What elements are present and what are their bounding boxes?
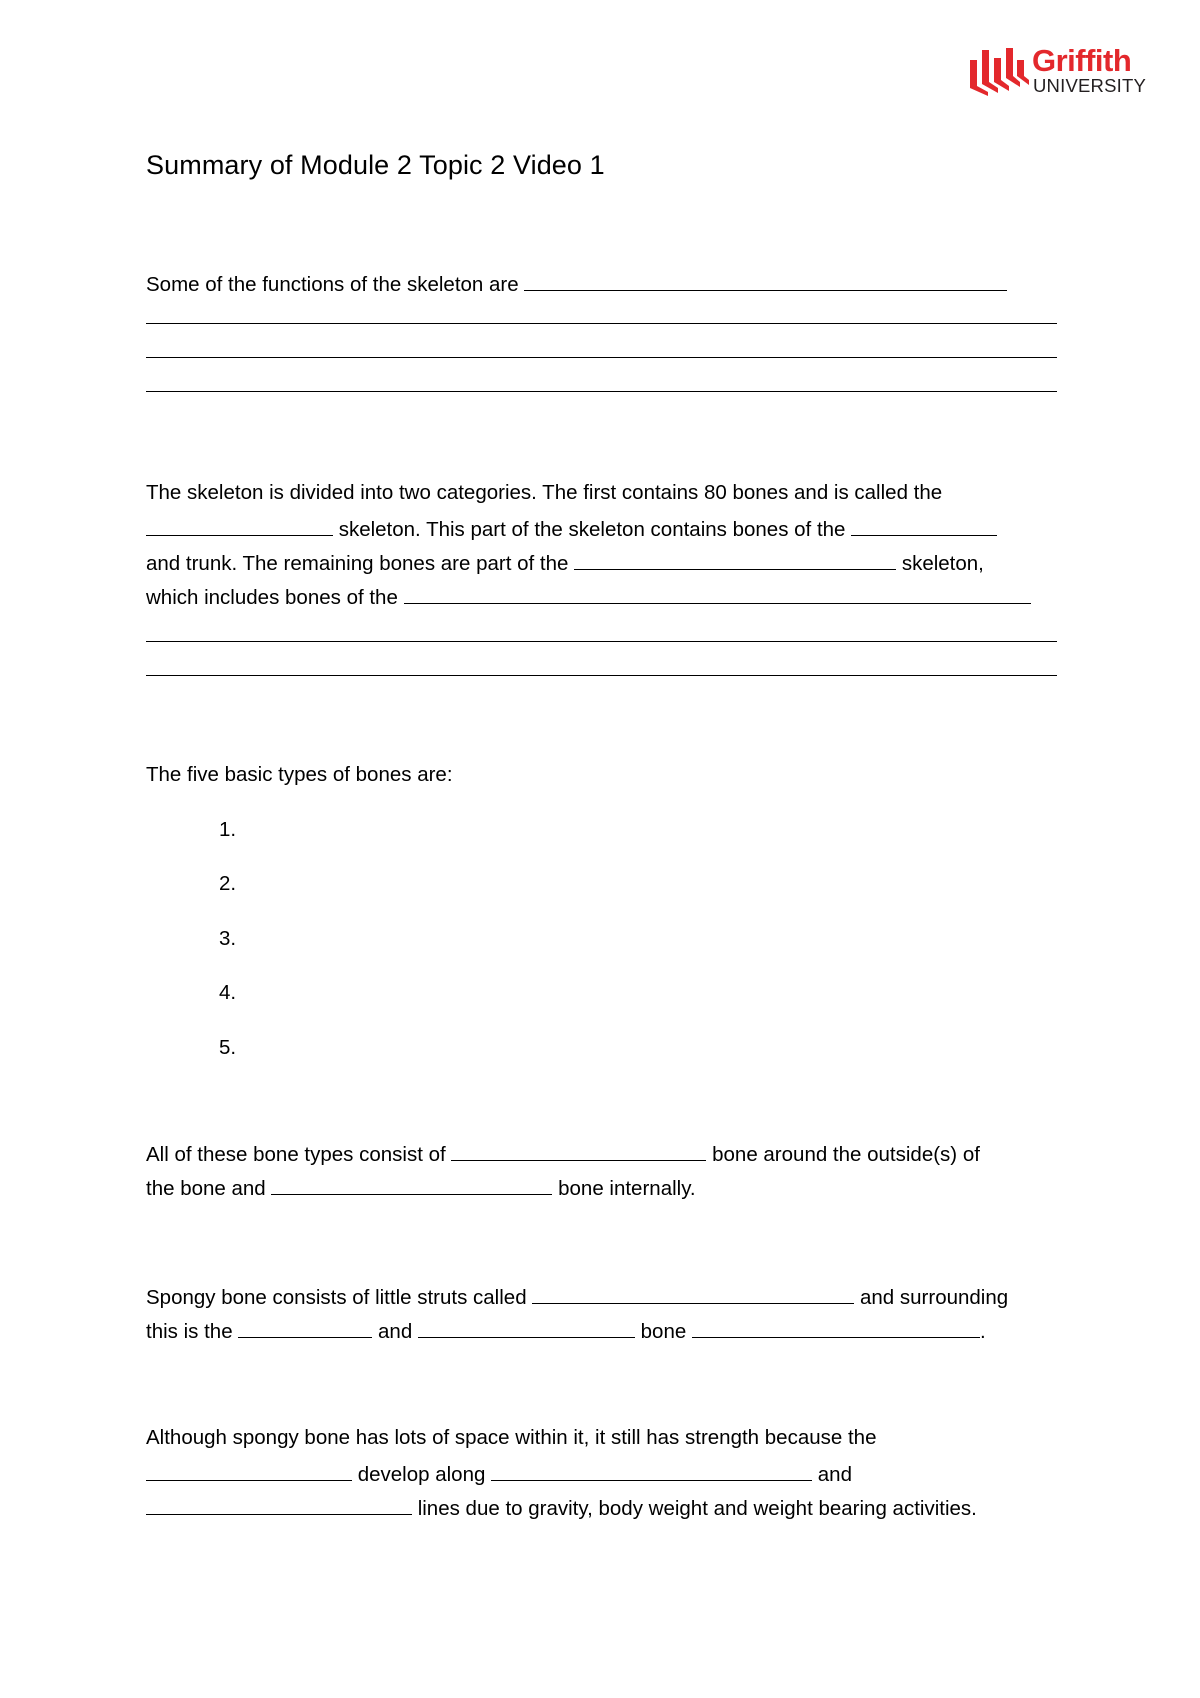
q6-blank-lines[interactable] — [146, 1494, 412, 1515]
q4-text-1a: All of these bone types consist of — [146, 1143, 446, 1166]
q5-text-2d: . — [979, 1320, 986, 1343]
q2-line-3 — [146, 549, 984, 576]
q5-text-2b: and — [378, 1320, 413, 1343]
q4-blank-compact[interactable] — [451, 1140, 706, 1161]
q4-blank-spongy[interactable] — [271, 1174, 552, 1195]
q6-text-3: lines due to gravity, body weight and weight bearing activities. — [417, 1497, 977, 1520]
q5-line-2 — [146, 1317, 986, 1344]
q2-text-3a: and trunk. The remaining bones are part of the — [146, 552, 569, 575]
q2-text-1: The skeleton is divided into two categories. The first contains 80 bones and is called the — [146, 481, 943, 504]
q5-blank-trabeculae[interactable] — [532, 1283, 854, 1304]
q6-text-2b: and — [817, 1463, 852, 1486]
university-logo — [968, 43, 1148, 100]
q2-text-4: which includes bones of the — [146, 586, 398, 609]
q4-text-1b: bone around the outside(s) of — [712, 1143, 980, 1166]
q1-text: Some of the functions of the skeleton are — [146, 273, 519, 296]
q3-item-4: 4. — [219, 981, 237, 1004]
q4-text-2b: bone internally. — [558, 1177, 696, 1200]
q5-text-1b: and surrounding — [860, 1286, 1009, 1309]
q5-text-1a: Spongy bone consists of little struts called — [146, 1286, 527, 1309]
q5-blank-red[interactable] — [238, 1317, 372, 1338]
q2-text-3b: skeleton, — [901, 552, 984, 575]
q3-item-2: 2. — [219, 872, 237, 895]
q5-text-2a: this is the — [146, 1320, 233, 1343]
q6-line-1 — [146, 1426, 876, 1450]
q4-text-2a: the bone and — [146, 1177, 266, 1200]
q2-blank-appendicular[interactable] — [574, 549, 896, 570]
q5-blank-marrow[interactable] — [692, 1317, 980, 1338]
q2-line-4 — [146, 583, 1031, 610]
q3-item-5: 5. — [219, 1036, 237, 1059]
q5-line-1 — [146, 1283, 1008, 1310]
q4-line-1 — [146, 1140, 980, 1167]
page-title: Summary of Module 2 Topic 2 Video 1 — [146, 150, 605, 180]
griffith-logo-mark-icon — [968, 46, 1030, 96]
q1-blank-1[interactable] — [524, 270, 1007, 291]
q1-line — [146, 270, 1007, 297]
q1-answer-line-3[interactable] — [146, 357, 1057, 358]
q2-blank-head[interactable] — [851, 515, 997, 536]
q1-answer-line-2[interactable] — [146, 323, 1057, 324]
q2-answer-line-6[interactable] — [146, 675, 1057, 676]
q3-intro: The five basic types of bones are: — [146, 763, 453, 786]
q6-line-3 — [146, 1494, 977, 1521]
q2-blank-axial[interactable] — [146, 515, 333, 536]
q2-line-1 — [146, 481, 942, 505]
q3-item-1: 1. — [219, 818, 237, 841]
q6-blank-stress[interactable] — [491, 1460, 812, 1481]
q5-blank-marrow-type[interactable] — [418, 1317, 635, 1338]
q6-line-2 — [146, 1460, 852, 1487]
q4-line-2 — [146, 1174, 696, 1201]
q2-text-2: skeleton. This part of the skeleton contains bones of the — [338, 518, 846, 541]
q6-text-1: Although spongy bone has lots of space within it, it still has strength because the — [146, 1426, 877, 1449]
q6-text-2a: develop along — [357, 1463, 486, 1486]
q2-blank-limbs[interactable] — [404, 583, 1031, 604]
q2-answer-line-5[interactable] — [146, 641, 1057, 642]
logo-brand-name: Griffith — [1032, 43, 1132, 78]
q2-line-2 — [146, 515, 997, 542]
q5-text-2c: bone — [640, 1320, 687, 1343]
q3-item-3: 3. — [219, 927, 237, 950]
q6-blank-trabeculae[interactable] — [146, 1460, 352, 1481]
logo-subtitle: UNIVERSITY — [1033, 75, 1147, 96]
q1-answer-line-4[interactable] — [146, 391, 1057, 392]
